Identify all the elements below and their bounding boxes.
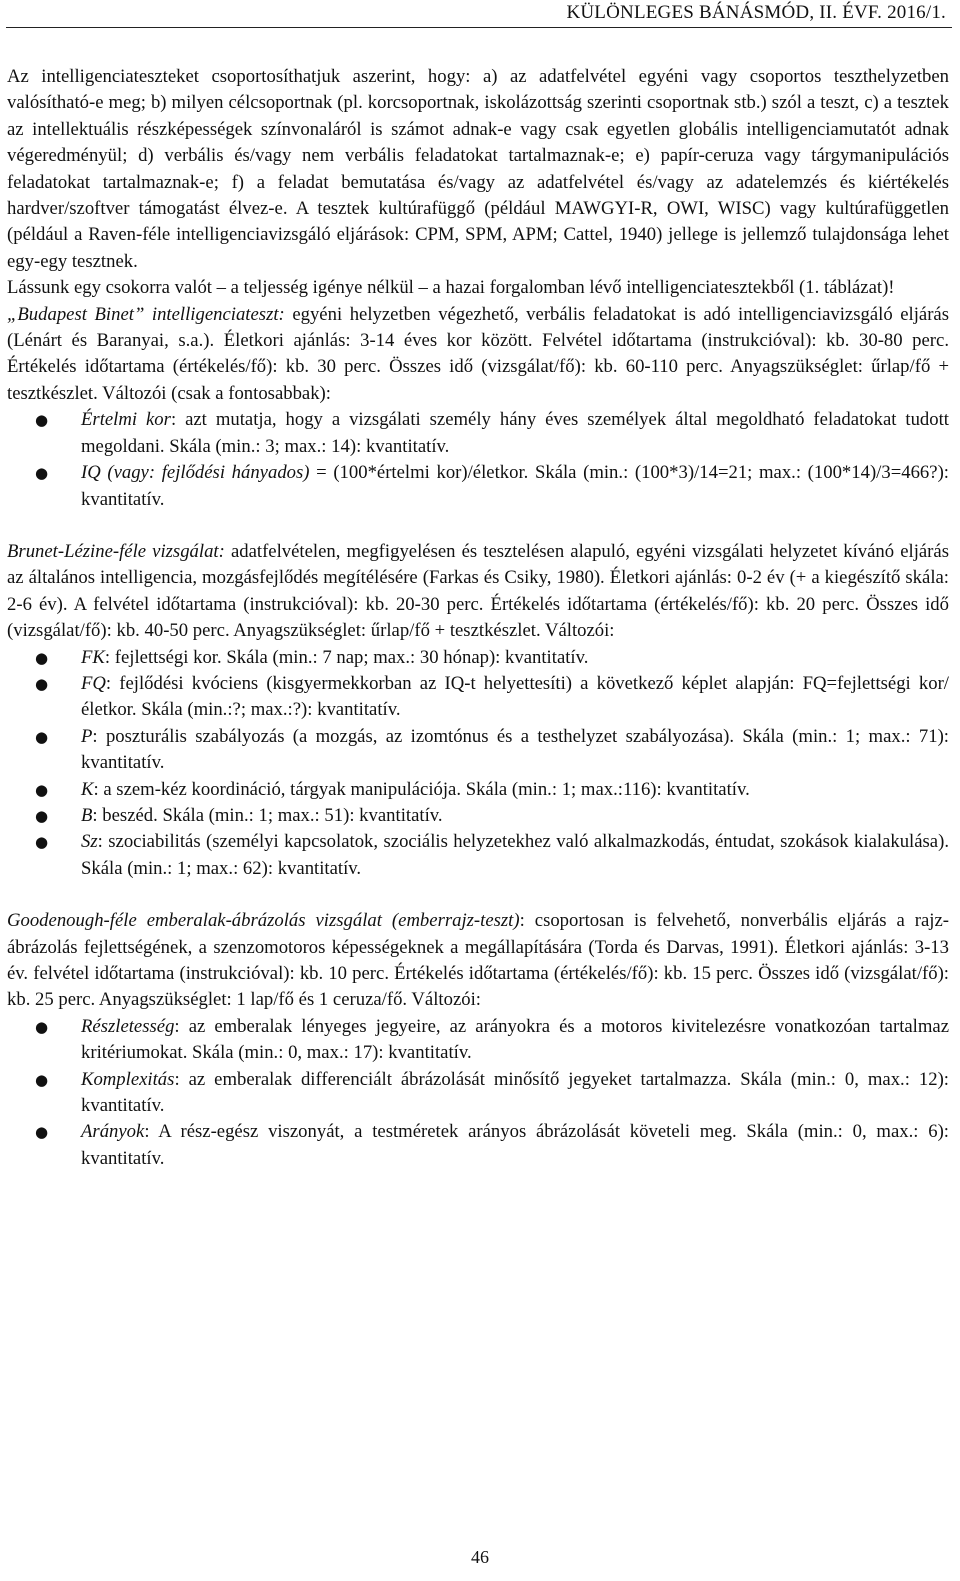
list-item: [7, 724, 949, 777]
brunet-title: Brunet-Lézine-féle vizsgálat:: [7, 540, 225, 562]
list-item-text: : a szem-kéz koordináció, tárgyak manipulációja. Skála (min.: 1; max.:116): kvantitatív.: [93, 778, 750, 800]
document-body: [7, 64, 949, 1172]
list-item-term: FK: [81, 646, 105, 668]
binet-title: „Budapest Binet” intelligenciateszt:: [7, 303, 285, 325]
brunet-text: adatfelvételen, megfigyelésen és tesztelésen alapuló, egyéni vizsgálati helyzetet kívánó eljárás az általános intelligencia, mozgásfejlődés megítélésére (Farkas és Csiky, 1980). Életkori ajánlás: 0-2 év (+ a kiegészítő skála: 2-6 év). A felvétel időtartama (instrukcióval): kb. 20-30 perc. Értékelés időtartama (értékelés/fő): kb. 20 perc. Összes idő (vizsgálat/fő): kb. 40-50 perc. Anyagszükséglet: űrlap/fő + tesztkészlet. Változói:: [7, 540, 949, 642]
list-item-text: : azt mutatja, hogy a vizsgálati személy hány éves személyek által megoldható feladatokat tudott megoldani. Skála (min.: 3; max.: 14): kvantitatív.: [81, 409, 950, 457]
list-item: [7, 1119, 949, 1172]
section-gap: [7, 882, 949, 908]
list-item: [7, 803, 949, 829]
list-item: [7, 460, 949, 513]
list-item-term: K: [81, 778, 94, 800]
list-item-text: : fejlődési kvóciens (kisgyermekkorban az IQ-t helyettesíti) a következő képlet alapján: FQ=fejlettségi kor/életkor. Skála (min.:?; max.:?): kvantitatív.: [81, 672, 949, 721]
intro-paragraph-1: Az intelligenciateszteket csoportosíthatjuk aszerint, hogy: a) az adatfelvétel egyéni vagy csoportos teszthelyzetben valósítható-e meg; b) milyen célcsoportnak (pl. korcsoportnak, iskolázottság szerinti csoportnak stb.) szól a teszt, c) a tesztek az intellektuális részképességek színvonaláról is számot adnak-e vagy csak egyetlen globális intelligenciamutatót adnak végeredményül; d) verbális és/vagy nem verbális feladatokat tartalmaznak-e; e) papír-ceruza vagy tárgymanipulációs feladatokat tartalmaznak-e; f) a feladat bemutatása és/vagy az adatfelvétel és/vagy az adatelemzés és kiértékelés hardver/szoftver támogatást élvez-e. A tesztek kultúrafüggő (például MAWGYI-R, OWI, WISC) vagy kultúrafüggetlen (például a Raven-féle intelligenciavizsgáló eljárások: CPM, SPM, APM; Cattel, 1940) jellege is jellemző tulajdonsága lehet egy-egy tesztnek.: [7, 66, 949, 272]
list-item-term: B: [81, 804, 93, 826]
list-item-text: = (100*értelmi kor)/életkor. Skála (min.: (100*3)/14=21; max.: (100*14)/3=466?): kvantitatív.: [81, 462, 949, 510]
section-gap: [7, 513, 949, 539]
list-item: [7, 645, 949, 671]
bullet-icon: ●: [35, 1123, 49, 1142]
list-item-text: : az emberalak differenciált ábrázolását minősítő jegyeket tartalmazza. Skála (min.: 0, max.: 12): kvantitatív.: [81, 1068, 949, 1117]
goodenough-paragraph: [7, 908, 949, 1014]
bullet-icon: ●: [35, 806, 49, 825]
goodenough-text: : csoportosan is felvehető, nonverbális eljárás a rajz-ábrázolás fejlettségének, a szenzomotoros képességeknek a megállapítására (Torda és Darvas, 1991). Életkori ajánlás: 3-13 év. felvétel időtartama (instrukcióval): kb. 10 perc. Értékelés időtartama (értékelés/fő): kb. 15 perc. Összes idő (vizsgálat/fő): kb. 25 perc. Anyagszükséglet: 1 lap/fő és 1 ceruza/fő. Változói:: [7, 910, 950, 1011]
list-item-term: Komplexitás: [81, 1068, 175, 1090]
goodenough-title: Goodenough-féle emberalak-ábrázolás vizsgálat (emberrajz-teszt): [7, 910, 520, 932]
binet-variable-list: [7, 407, 949, 513]
list-item-term: FQ: [81, 672, 106, 694]
list-item-text: : fejlettségi kor. Skála (min.: 7 nap; max.: 30 hónap): kvantitatív.: [104, 646, 589, 668]
binet-text: egyéni helyzetben végezhető, verbális feladatokat is adó intelligenciavizsgáló eljárás (Lénárt és Baranyai, s.a.). Életkori ajánlás: 3-14 éves kor között. Felvétel időtartama (instrukcióval): kb. 30-80 perc. Értékelés időtartama (értékelés/fő): kb. 30 perc. Összes idő (vizsgálat/fő): kb. 60-110 perc. Anyagszükséglet: űrlap/fő + tesztkészlet. Változói (csak a fontosabbak):: [7, 303, 949, 404]
brunet-variable-list: [7, 645, 949, 883]
brunet-paragraph: [7, 539, 949, 645]
list-item: [7, 407, 949, 460]
bullet-icon: ●: [35, 727, 49, 746]
header-rule: [6, 27, 952, 28]
list-item-term: IQ (vagy: fejlődési hányados): [81, 462, 310, 484]
binet-paragraph: [7, 302, 949, 408]
bullet-icon: ●: [35, 833, 49, 852]
list-item-text: : szociabilitás (személyi kapcsolatok, szociális helyzetekhez való alkalmazkodás, éntudat, szokások kialakulása). Skála (min.: 1; max.: 62): kvantitatív.: [81, 831, 949, 879]
list-item-text: : beszéd. Skála (min.: 1; max.: 51): kvantitatív.: [92, 804, 443, 826]
page-number: 46: [471, 1547, 489, 1567]
list-item-text: : az emberalak lényeges jegyeire, az arányokra és a motoros kivitelezésre vonatkozóan tartalmaz kritériumokat. Skála (min.: 0, max.: 17): kvantitatív.: [81, 1015, 949, 1064]
list-item: [7, 671, 949, 724]
list-item: [7, 829, 949, 882]
list-item: [7, 777, 949, 803]
intro-paragraph-2: Lássunk egy csokorra valót – a teljesség igénye nélkül – a hazai forgalomban lévő intelligenciatesztekből (1. táblázat)!: [7, 277, 895, 299]
bullet-icon: ●: [35, 464, 49, 483]
list-item-term: Sz: [81, 831, 98, 853]
bullet-icon: ●: [35, 1017, 49, 1036]
list-item-text: : A rész-egész viszonyát, a testméretek arányos ábrázolását követeli meg. Skála (min.: 0, max.: 6): kvantitatív.: [81, 1121, 949, 1169]
list-item-term: P: [81, 725, 93, 747]
list-item-term: Értelmi kor: [81, 409, 171, 431]
list-item-term: Részletesség: [81, 1015, 175, 1037]
list-item: [7, 1067, 949, 1120]
running-header: KÜLÖNLEGES BÁNÁSMÓD, II. ÉVF. 2016/1.: [566, 2, 946, 23]
list-item-term: Arányok: [81, 1121, 145, 1143]
bullet-icon: ●: [35, 648, 49, 667]
list-item-text: : poszturális szabályozás (a mozgás, az izomtónus és a testhelyzet szabályozása). Skála (min.: 1; max.: 71): kvantitatív.: [81, 725, 949, 774]
goodenough-variable-list: [7, 1014, 949, 1172]
bullet-icon: ●: [35, 674, 49, 693]
bullet-icon: ●: [35, 411, 49, 430]
bullet-icon: ●: [35, 1070, 49, 1089]
list-item: [7, 1014, 949, 1067]
bullet-icon: ●: [35, 780, 49, 799]
